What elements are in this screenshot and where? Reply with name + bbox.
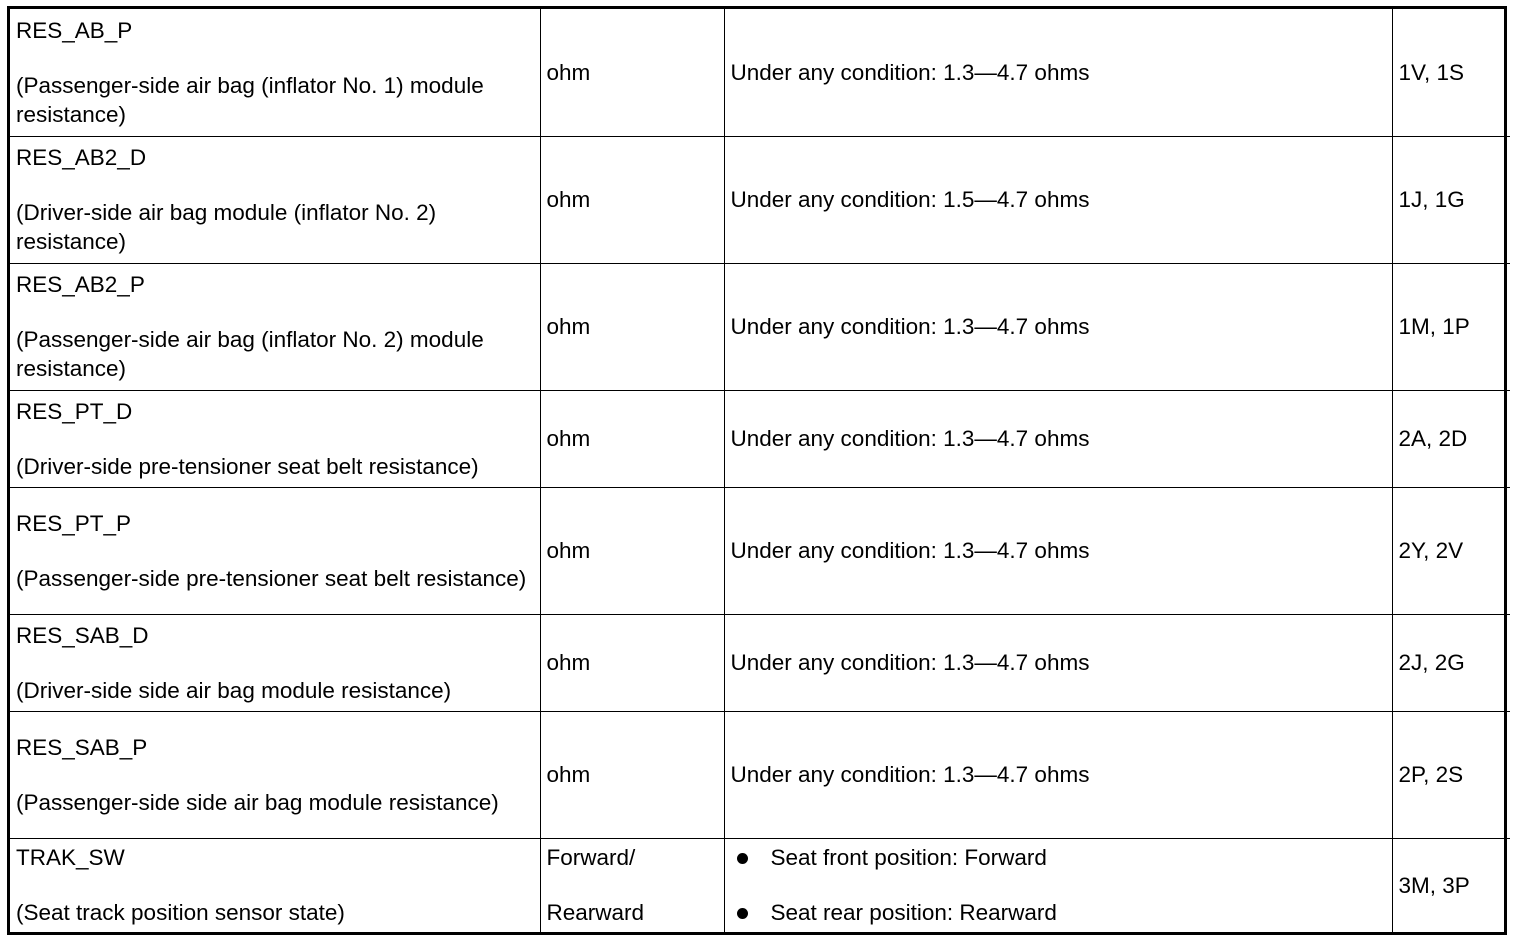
pid-name: RES_SAB_D xyxy=(16,622,149,648)
pid-name: RES_AB_P xyxy=(16,17,133,43)
pid-cell xyxy=(10,136,540,263)
condition-cell: Under any condition: 1.3—4.7 ohms xyxy=(724,487,1392,614)
pid-description: (Passenger-side side air bag module resistance) xyxy=(16,789,499,815)
pid-description: (Passenger-side air bag (inflator No. 1) module resistance) xyxy=(16,72,484,127)
unit-cell xyxy=(540,838,724,932)
unit-cell: ohm xyxy=(540,614,724,711)
condition-cell: Under any condition: 1.3—4.7 ohms xyxy=(724,614,1392,711)
list-item xyxy=(771,843,1386,872)
table-row xyxy=(10,263,1510,390)
pid-description: (Driver-side air bag module (inflator No. 2) resistance) xyxy=(16,200,437,254)
terminal-cell: 2J, 2G xyxy=(1392,614,1510,711)
pid-cell xyxy=(10,614,540,711)
table-row xyxy=(10,487,1510,614)
condition-text: Seat rear position: Rearward xyxy=(770,900,1057,926)
terminal-cell: 2A, 2D xyxy=(1392,390,1510,487)
pid-name: TRAK_SW xyxy=(16,845,125,871)
pid-name: RES_SAB_P xyxy=(16,734,148,760)
table-row xyxy=(10,9,1510,136)
unit-cell: ohm xyxy=(540,711,724,838)
unit-line-2: Rearward xyxy=(546,900,645,926)
pid-description: (Driver-side side air bag module resistance) xyxy=(16,677,452,703)
pid-cell xyxy=(10,9,540,136)
unit-cell: ohm xyxy=(540,263,724,390)
pid-name: RES_AB2_P xyxy=(16,272,145,297)
pid-description: (Passenger-side air bag (inflator No. 2) module resistance) xyxy=(16,327,484,381)
terminal-cell: 1M, 1P xyxy=(1392,263,1510,390)
unit-cell: ohm xyxy=(540,487,724,614)
unit-cell: ohm xyxy=(540,9,724,136)
condition-cell xyxy=(724,838,1392,932)
condition-cell: Under any condition: 1.3—4.7 ohms xyxy=(724,390,1392,487)
table-row xyxy=(10,711,1510,838)
table-row xyxy=(10,614,1510,711)
bullet-icon xyxy=(737,908,748,919)
condition-cell: Under any condition: 1.3—4.7 ohms xyxy=(724,263,1392,390)
bullet-icon xyxy=(737,853,748,864)
condition-cell: Under any condition: 1.5—4.7 ohms xyxy=(724,136,1392,263)
table-row xyxy=(10,390,1510,487)
pid-reference-table xyxy=(7,6,1507,935)
terminal-cell: 3M, 3P xyxy=(1392,838,1510,932)
table-row xyxy=(10,838,1510,932)
unit-line-1: Forward/ xyxy=(546,845,636,871)
table-row xyxy=(10,136,1510,263)
condition-cell: Under any condition: 1.3—4.7 ohms xyxy=(724,9,1392,136)
pid-name: RES_PT_D xyxy=(16,398,133,424)
terminal-cell: 2P, 2S xyxy=(1392,711,1510,838)
condition-text: Seat front position: Forward xyxy=(770,845,1047,871)
terminal-cell: 2Y, 2V xyxy=(1392,487,1510,614)
pid-cell xyxy=(10,390,540,487)
pid-cell xyxy=(10,263,540,390)
pid-cell xyxy=(10,838,540,932)
pid-name: RES_PT_P xyxy=(16,510,132,536)
pid-cell xyxy=(10,487,540,614)
list-item xyxy=(771,898,1386,927)
pid-name: RES_AB2_D xyxy=(16,145,147,170)
terminal-cell: 1J, 1G xyxy=(1392,136,1510,263)
unit-cell: ohm xyxy=(540,136,724,263)
pid-table xyxy=(10,9,1510,932)
pid-description: (Driver-side pre-tensioner seat belt resistance) xyxy=(16,453,479,479)
pid-description: (Passenger-side pre-tensioner seat belt resistance) xyxy=(16,565,527,591)
condition-list xyxy=(731,843,1386,927)
unit-cell: ohm xyxy=(540,390,724,487)
terminal-cell: 1V, 1S xyxy=(1392,9,1510,136)
pid-description: (Seat track position sensor state) xyxy=(16,900,345,926)
condition-cell: Under any condition: 1.3—4.7 ohms xyxy=(724,711,1392,838)
pid-cell xyxy=(10,711,540,838)
